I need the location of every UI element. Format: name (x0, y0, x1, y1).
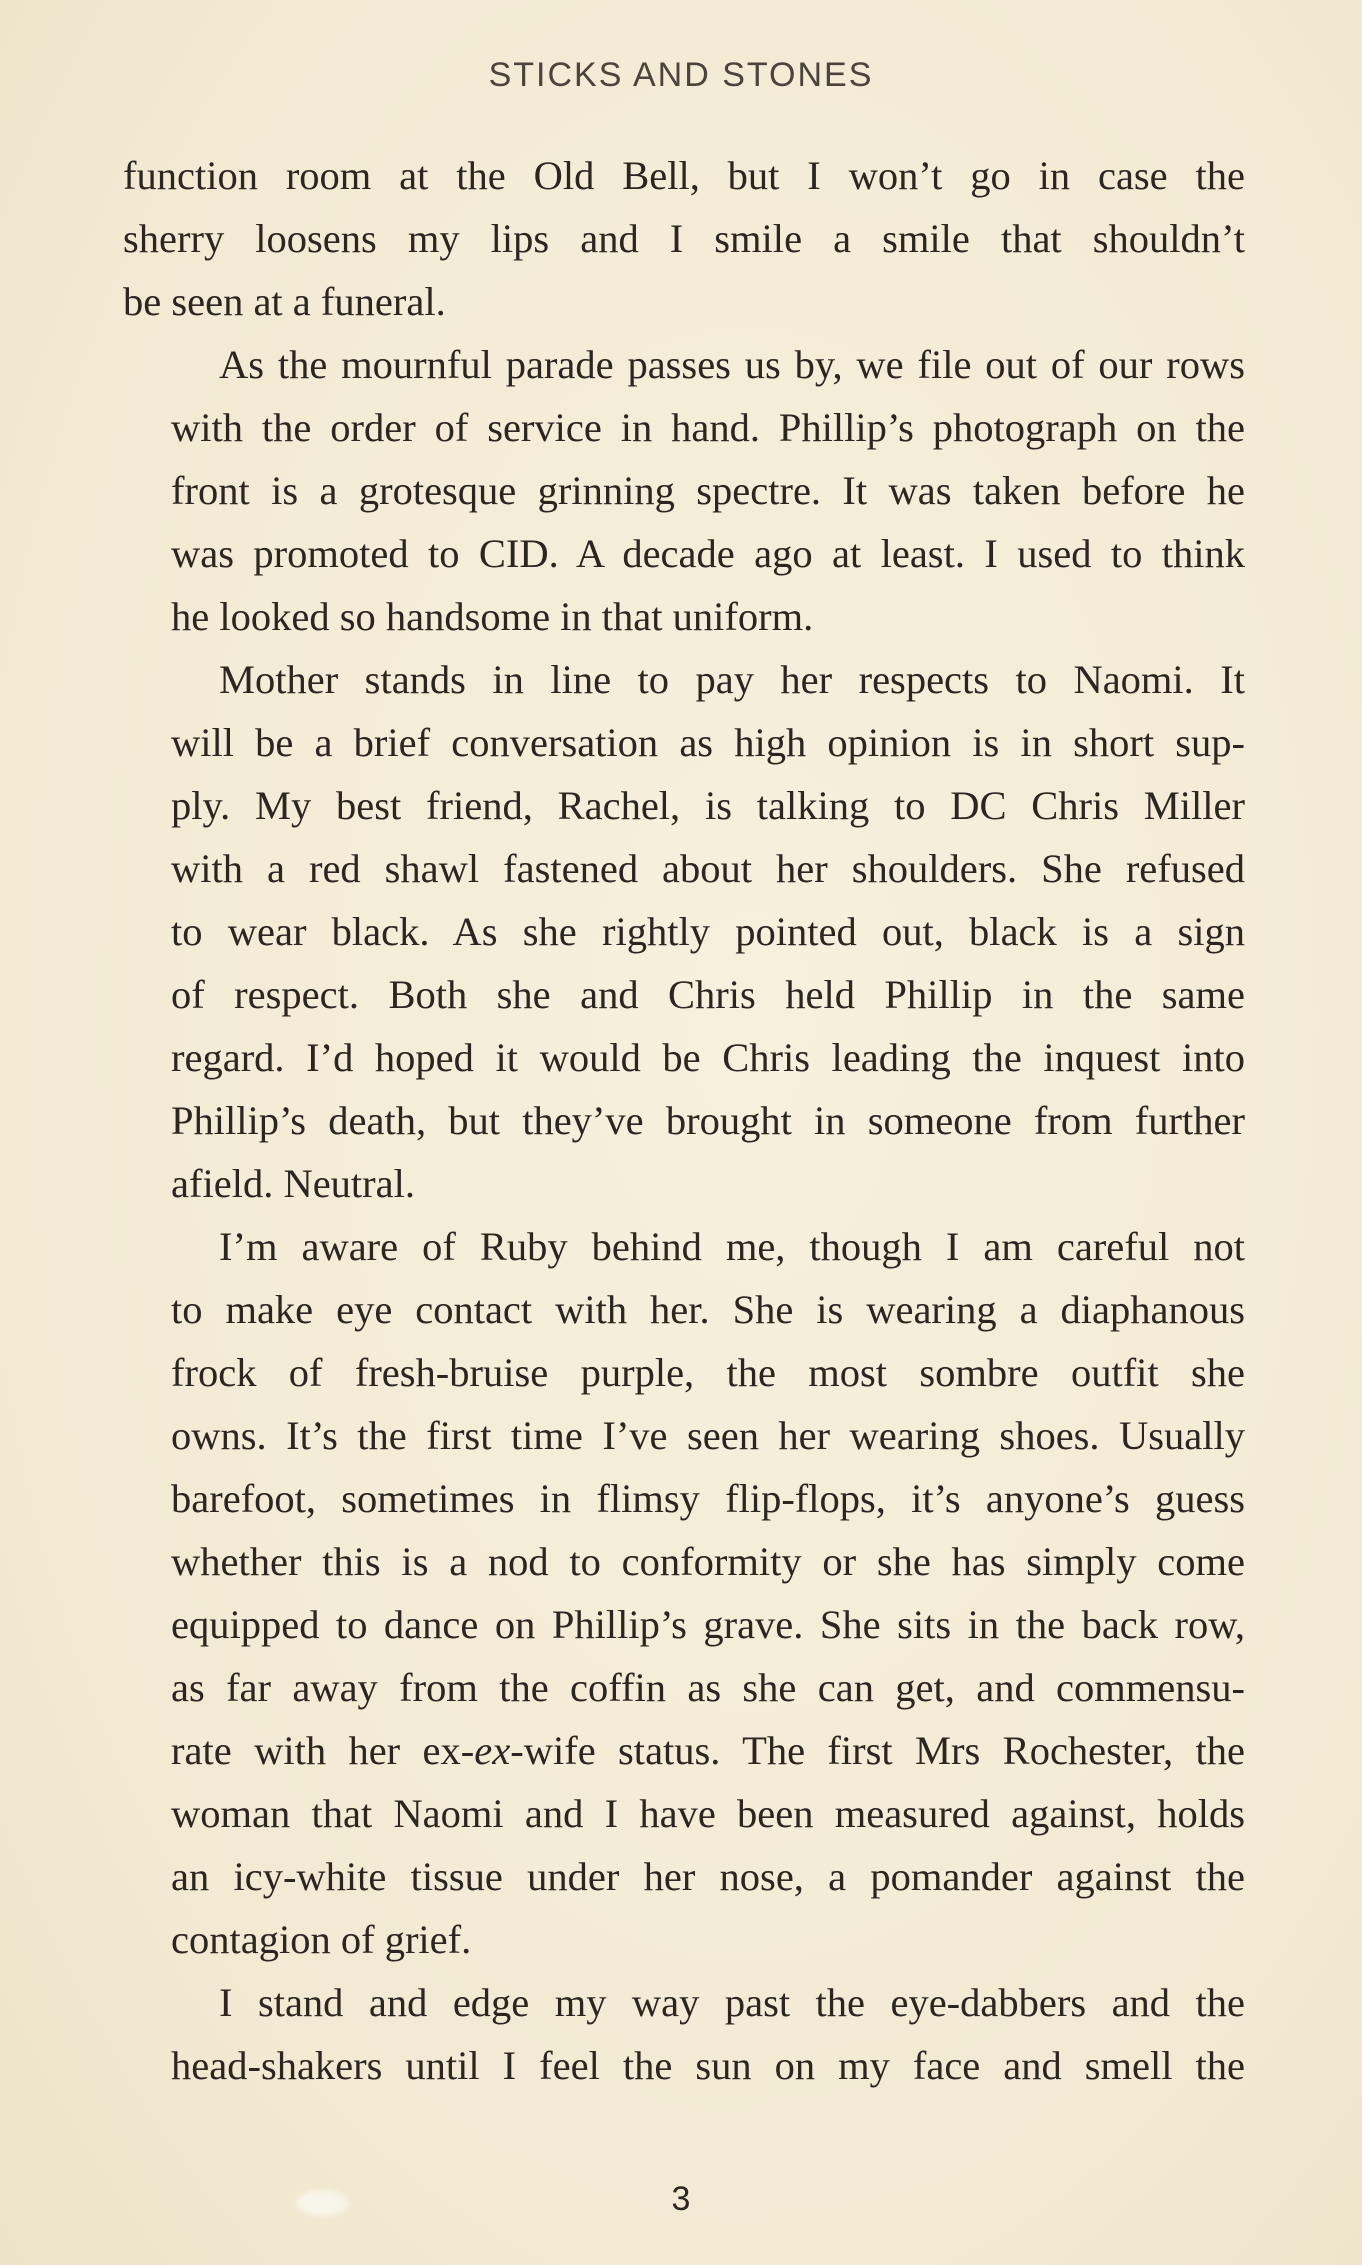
text-line: will be a brief conversation as high opinion is in short sup- (171, 720, 1245, 765)
text-line: equipped to dance on Phillip’s grave. She sits in the back row, (171, 1602, 1245, 1647)
paragraph-5 (123, 1971, 1245, 2097)
text-line: with a red shawl fastened about her shoulders. She refused (171, 846, 1245, 891)
text-line: sherry loosens my lips and I smile a smile that shouldn’t (123, 216, 1245, 261)
page-number: 3 (671, 2180, 691, 2218)
paragraph-2 (123, 333, 1245, 648)
text-line: as far away from the coffin as she can get, and commensu- (171, 1665, 1245, 1710)
text-line: barefoot, sometimes in flimsy flip-flops, it’s anyone’s guess (171, 1476, 1245, 1521)
text-line: he looked so handsome in that uniform. (171, 594, 814, 639)
text-line: owns. It’s the first time I’ve seen her wearing shoes. Usually (171, 1413, 1245, 1458)
text-line: to wear black. As she rightly pointed out, black is a sign (171, 909, 1245, 954)
text-line: whether this is a nod to conformity or she has simply come (171, 1539, 1245, 1584)
text-line: front is a grotesque grinning spectre. It was taken before he (171, 468, 1245, 513)
text-line: afield. Neutral. (171, 1161, 416, 1206)
text-line: be seen at a funeral. (123, 279, 446, 324)
text-line: regard. I’d hoped it would be Chris leading the inquest into (171, 1035, 1245, 1080)
text-line: As the mournful parade passes us by, we file out of our rows (219, 342, 1245, 387)
text-line: rate with her ex-ex-wife status. The first Mrs Rochester, the (171, 1728, 1245, 1773)
paragraph-1 (123, 144, 1245, 333)
text-line: contagion of grief. (171, 1917, 472, 1962)
text-line: to make eye contact with her. She is wearing a diaphanous (171, 1287, 1245, 1332)
text-line: head-shakers until I feel the sun on my face and smell the (171, 2043, 1245, 2088)
body-text (123, 144, 1245, 2097)
running-head: STICKS AND STONES (488, 56, 874, 94)
text-line: of respect. Both she and Chris held Phillip in the same (171, 972, 1245, 1017)
italic-emphasis: ex (474, 1728, 511, 1773)
text-line: function room at the Old Bell, but I won’t go in case the (123, 153, 1245, 198)
text-line: woman that Naomi and I have been measured against, holds (171, 1791, 1245, 1836)
text-line: Phillip’s death, but they’ve brought in someone from further (171, 1098, 1245, 1143)
text-line: ply. My best friend, Rachel, is talking to DC Chris Miller (171, 783, 1245, 828)
text-line: I’m aware of Ruby behind me, though I am careful not (219, 1224, 1245, 1269)
paragraph-4 (123, 1215, 1245, 1971)
text-line: with the order of service in hand. Phillip’s photograph on the (171, 405, 1245, 450)
text-line: I stand and edge my way past the eye-dabbers and the (219, 1980, 1245, 2025)
text-line: was promoted to CID. A decade ago at least. I used to think (171, 531, 1245, 576)
text-line: Mother stands in line to pay her respects to Naomi. It (219, 657, 1245, 702)
paragraph-3 (123, 648, 1245, 1215)
text-line: an icy-white tissue under her nose, a pomander against the (171, 1854, 1245, 1899)
text-line: frock of fresh-bruise purple, the most sombre outfit she (171, 1350, 1245, 1395)
